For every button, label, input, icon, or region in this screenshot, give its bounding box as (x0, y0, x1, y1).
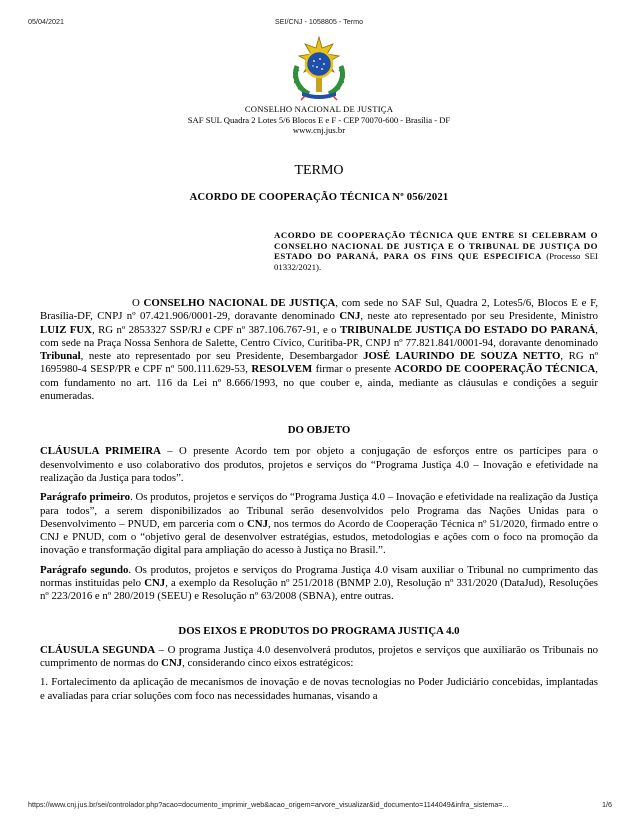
paragraph-second (40, 564, 598, 604)
print-header (0, 17, 638, 27)
document-heading: TERMO (294, 162, 344, 178)
list-item: 1. Fortalecimento da aplicação de mecanismos de inovação e de novas tecnologias no Poder Judiciário concebidas, implantadas e avaliadas para criar soluções com foco nas necessidades humanas, visando a (40, 676, 598, 702)
paragraph-second-label: Parágrafo segundo (40, 563, 129, 576)
summary-bold-text: ACORDO DE COOPERAÇÃO TÉCNICA QUE ENTRE SI CELEBRAM O CONSELHO NACIONAL DE JUSTIÇA E O TRIBUNAL DE JUSTIÇA DO ESTADO DO PARANÁ, PARA OS FINS QUE ESPECIFICA (274, 229, 598, 262)
print-footer (0, 800, 638, 810)
preamble-text: firmar o presente (312, 363, 395, 376)
preamble-tribunal-label: Tribunal (40, 350, 81, 363)
paragraph-first-text: , nos termos do Acordo de Cooperação Técnica nº 51/2020, firmado entre o CNJ e PNUD, com o “objetivo geral de desenvolver estratégias, estudos, metodologias e ações com o foco na promoção da inovação e transformação digital para ampliação do acesso à Justiça no Brasil.”. (40, 517, 598, 557)
preamble-text: , com fundamento no art. 116 da Lei nº 8.666/1993, no que couber e, ainda, mediante as cláusulas e condições a seguir enumeradas. (40, 363, 598, 403)
print-url: https://www.cnj.jus.br/sei/controlador.php?acao=documento_imprimir_web&acao_origem=arvore_visualizar&id_documento=1144049&infra_sistema=... (28, 800, 509, 809)
preamble-resolve: RESOLVEM (251, 363, 313, 376)
page-number: 1/6 (602, 800, 612, 809)
clause-first-text: – O presente Acordo tem por objeto a conjugação de esforços entre os partícipes para o desenvolvimento e uso colaborativo dos produtos, projetos e serviços do “Programa Justiça 4.0 – Inovação e efetividade na realização da Justiça para todos”. (40, 445, 599, 484)
paragraph-second-cnj: CNJ (144, 577, 166, 590)
clause-first (40, 445, 598, 485)
preamble-agreement-name: ACORDO DE COOPERAÇÃO TÉCNICA (394, 363, 596, 376)
paragraph-first-cnj: CNJ (246, 517, 268, 530)
preamble-judge-name: JOSÉ LAURINDO DE SOUZA NETTO (363, 350, 561, 363)
institution-address: SAF SUL Quadra 2 Lotes 5/6 Blocos E e F - CEP 70070-600 - Brasília - DF (187, 114, 451, 125)
document-page (40, 36, 598, 703)
paragraph-second-text: , a exemplo da Resolução nº 251/2018 (BNMP 2.0), Resolução nº 331/2020 (DataJud), Resoluções nº 223/2016 e nº 280/2019 (SEEU) e Resolução nº 63/2008 (SBNA), entre outras. (40, 577, 598, 603)
clause-second (40, 644, 598, 671)
preamble-party-tribunal: TRIBUNALDE JUSTIÇA DO ESTADO DO PARANÁ (339, 323, 596, 336)
paragraph-second-text: . Os produtos, projetos e serviços do Programa Justiça 4.0 visam auxiliar o Tribunal no cumprimento das normas instituídas pelo (40, 563, 598, 590)
paragraph-first-label: Parágrafo primeiro (40, 491, 131, 504)
summary-process-number: (Processo SEI 01332/2021). (274, 251, 598, 273)
institution-name: CONSELHO NACIONAL DE JUSTIÇA (244, 104, 394, 114)
preamble-text: , RG nº 2853327 SSP/RJ e CPF nº 387.106.767-91, e o (91, 323, 340, 336)
section-title-axes: DOS EIXOS E PRODUTOS DO PROGRAMA JUSTIÇA 4.0 (178, 624, 460, 637)
clause-first-label: CLÁUSULA PRIMEIRA (40, 445, 161, 458)
preamble-paragraph (40, 297, 598, 403)
paragraph-first-text: . Os produtos, projetos e serviços do “Programa Justiça 4.0 – Inovação e efetividade na realização da Justiça para todos”, a serem disponibilizados ao Tribunal serão desenvolvidos pelo Programa das Nações Unidas para o Desenvolvimento – PNUD, em parceria com o (40, 491, 598, 530)
agreement-summary (274, 230, 598, 273)
clause-second-label: CLÁUSULA SEGUNDA (40, 643, 156, 656)
institution-website: www.cnj.jus.br (292, 125, 346, 136)
preamble-text: , neste ato representado por seu Presidente, Ministro (360, 310, 599, 323)
preamble-text: , com sede no SAF Sul, Quadra 2, Lotes5/6, Blocos E e F, Brasília-DF, CNPJ nº 07.421.906/0001-29, doravante denominado (40, 296, 598, 323)
preamble-text: , neste ato representado por seu Presidente, Desembargador (80, 350, 364, 363)
preamble-text: O (132, 296, 144, 309)
preamble-text: , RG nº 1695980-4 SESP/PR e CPF nº 500.111.629-53, (40, 350, 599, 376)
clause-second-cnj: CNJ (161, 656, 183, 669)
print-date: 05/04/2021 (28, 17, 64, 26)
coat-of-arms-emblem (287, 36, 351, 102)
clause-second-text: , considerando cinco eixos estratégicos: (182, 656, 354, 669)
print-title: SEI/CNJ - 1058805 - Termo (274, 17, 364, 26)
section-title-object: DO OBJETO (287, 424, 351, 437)
preamble-text: , com sede na Praça Nossa Senhora de Salette, Centro Cívico, Curitiba-PR, CNPJ nº 77.821.841/0001-94, doravante denominado (40, 323, 598, 349)
preamble-party-cnj: CONSELHO NACIONAL DE JUSTIÇA (143, 296, 336, 309)
preamble-president-name: LUIZ FUX (40, 323, 92, 336)
paragraph-first (40, 491, 598, 557)
agreement-title: ACORDO DE COOPERAÇÃO TÉCNICA Nº 056/2021 (189, 191, 449, 203)
clause-second-text: – O programa Justiça 4.0 desenvolverá produtos, projetos e serviços que auxiliarão os Tribunais no cumprimento de normas do (40, 643, 599, 669)
preamble-acronym-cnj: CNJ (339, 310, 361, 323)
institution-block (40, 104, 598, 136)
